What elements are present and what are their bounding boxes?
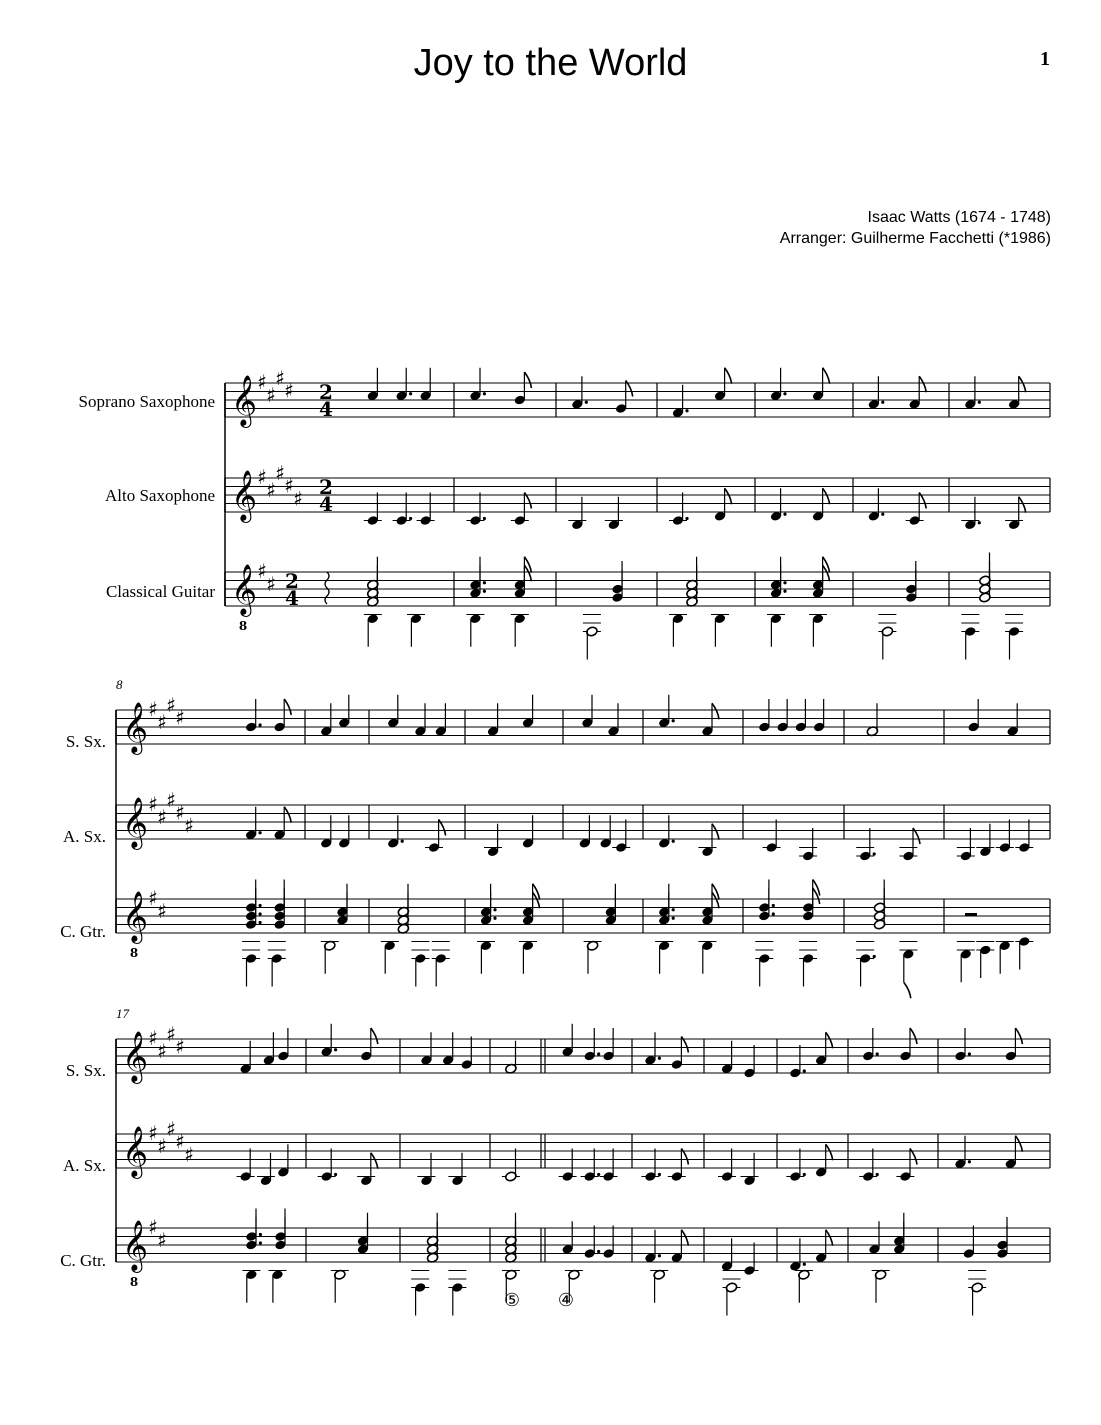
dot xyxy=(672,840,675,843)
dot xyxy=(783,513,786,516)
dot xyxy=(978,401,981,404)
octave-clef-marking: 8 xyxy=(129,1275,139,1289)
dot xyxy=(783,590,786,593)
note-flag xyxy=(904,982,911,998)
dot xyxy=(658,1173,661,1176)
instrument-label-alto: Alto Saxophone xyxy=(104,486,215,505)
sharp-icon: ♯ xyxy=(284,473,294,498)
sharp-icon: ♯ xyxy=(166,692,176,717)
note-flag xyxy=(826,1230,833,1246)
time-signature-denominator: 4 xyxy=(285,586,299,610)
dot xyxy=(803,1173,806,1176)
dot xyxy=(259,1241,262,1244)
treble-clef-icon: 𝄞 xyxy=(121,1126,149,1177)
measure-number: 8 xyxy=(116,677,123,692)
dot xyxy=(493,908,496,911)
dot xyxy=(597,1250,600,1253)
instrument-short-guitar: C. Gtr. xyxy=(60,1251,106,1270)
instrument-short-alto: A. Sx. xyxy=(63,827,106,846)
dot xyxy=(483,392,486,395)
dot xyxy=(968,1052,971,1055)
sharp-icon: ♯ xyxy=(257,370,267,394)
sharp-icon: ♯ xyxy=(184,1142,194,1167)
note-flag xyxy=(823,368,830,384)
sharp-icon: ♯ xyxy=(148,886,158,910)
sharp-icon: ♯ xyxy=(157,898,167,923)
sharp-icon: ♯ xyxy=(148,792,158,816)
note-flag xyxy=(919,376,926,392)
treble-clef-icon: 𝄞 xyxy=(121,891,149,942)
dot xyxy=(672,917,675,920)
dot xyxy=(585,401,588,404)
note-flag xyxy=(823,488,830,504)
instrument-short-soprano: S. Sx. xyxy=(65,1061,106,1080)
time-signature-denominator: 4 xyxy=(319,492,333,516)
dot xyxy=(881,513,884,516)
dot xyxy=(672,908,675,911)
page-number: 1 xyxy=(1040,48,1050,70)
instrument-label-guitar: Classical Guitar xyxy=(105,582,215,601)
dot xyxy=(783,392,786,395)
note-flag xyxy=(910,1028,917,1044)
sharp-icon: ♯ xyxy=(266,382,276,407)
dot xyxy=(772,912,775,915)
treble-clef-icon: 𝄞 xyxy=(230,375,258,426)
dot xyxy=(259,912,262,915)
note-flag xyxy=(1019,497,1026,513)
dot xyxy=(409,392,412,395)
sharp-icon: ♯ xyxy=(266,477,276,502)
dot xyxy=(259,831,262,834)
note-flag xyxy=(681,1230,688,1246)
dot xyxy=(259,921,262,924)
note-flag xyxy=(712,703,719,719)
half-rest-icon xyxy=(965,913,977,916)
dot xyxy=(259,723,262,726)
note-flag xyxy=(725,368,732,384)
dot xyxy=(658,1057,661,1060)
sharp-icon: ♯ xyxy=(175,1129,185,1154)
note-flag xyxy=(1015,1028,1022,1044)
treble-clef-icon: 𝄞 xyxy=(121,797,149,848)
dot xyxy=(685,409,688,412)
note-flag xyxy=(826,1032,833,1048)
composer-credit: Isaac Watts (1674 - 1748) xyxy=(867,209,1051,226)
dot xyxy=(873,852,876,855)
dot xyxy=(803,1263,806,1266)
dot xyxy=(597,1173,600,1176)
treble-clef-icon: 𝄞 xyxy=(121,702,149,753)
dot xyxy=(597,1052,600,1055)
treble-clef-icon: 𝄞 xyxy=(121,1031,149,1082)
note-flag xyxy=(725,488,732,504)
note-flag xyxy=(284,699,291,715)
instrument-short-soprano: S. Sx. xyxy=(65,732,106,751)
note-flag xyxy=(524,372,531,388)
dot xyxy=(334,1173,337,1176)
sharp-icon: ♯ xyxy=(148,1121,158,1145)
sharp-icon: ♯ xyxy=(166,1021,176,1046)
dot xyxy=(483,581,486,584)
sharp-icon: ♯ xyxy=(275,365,285,390)
arpeggio-icon xyxy=(325,572,329,604)
dot xyxy=(772,904,775,907)
time-signature-numerator: 2 xyxy=(319,475,333,499)
sharp-icon: ♯ xyxy=(275,460,285,485)
dot xyxy=(881,401,884,404)
sharp-icon: ♯ xyxy=(157,1227,167,1252)
instrument-label-soprano: Soprano Saxophone xyxy=(78,392,215,411)
treble-clef-icon: 𝄞 xyxy=(230,470,258,521)
sharp-icon: ♯ xyxy=(175,800,185,825)
dot xyxy=(483,517,486,520)
instrument-short-alto: A. Sx. xyxy=(63,1156,106,1175)
note-flag xyxy=(371,1153,378,1169)
dot xyxy=(483,590,486,593)
sharp-icon: ♯ xyxy=(175,705,185,730)
sharp-icon: ♯ xyxy=(184,813,194,838)
measure-number: 17 xyxy=(116,1006,129,1021)
dot xyxy=(409,517,412,520)
sharp-icon: ♯ xyxy=(157,709,167,734)
time-signature-numerator: 2 xyxy=(319,380,333,404)
time-signature-denominator: 4 xyxy=(319,397,333,421)
treble-clef-icon: 𝄞 xyxy=(230,564,258,615)
note-flag xyxy=(371,1028,378,1044)
sharp-icon: ♯ xyxy=(148,697,158,721)
dot xyxy=(259,904,262,907)
score-title: Joy to the World xyxy=(413,42,688,84)
dot xyxy=(803,1069,806,1072)
sharp-icon: ♯ xyxy=(266,571,276,596)
string-marking-fifth: ⑤ xyxy=(503,1290,521,1311)
dot xyxy=(334,1048,337,1051)
note-flag xyxy=(712,824,719,840)
dot xyxy=(658,1254,661,1257)
arranger-credit: Arranger: Guilherme Facchetti (*1986) xyxy=(779,230,1051,247)
note-flag xyxy=(826,1144,833,1160)
sharp-icon: ♯ xyxy=(157,1038,167,1063)
string-marking-fourth: ④ xyxy=(557,1290,575,1311)
sharp-icon: ♯ xyxy=(175,1034,185,1059)
dot xyxy=(493,917,496,920)
sharp-icon: ♯ xyxy=(157,1133,167,1158)
dot xyxy=(259,1233,262,1236)
sharp-icon: ♯ xyxy=(293,486,303,511)
dot xyxy=(672,719,675,722)
instrument-short-guitar: C. Gtr. xyxy=(60,922,106,941)
sharp-icon: ♯ xyxy=(148,1026,158,1050)
dot xyxy=(968,1160,971,1163)
dot xyxy=(978,521,981,524)
note-flag xyxy=(284,807,291,823)
time-signature-numerator: 2 xyxy=(285,569,299,593)
dot xyxy=(401,840,404,843)
sharp-icon: ♯ xyxy=(284,378,294,403)
dot xyxy=(873,955,876,958)
octave-clef-marking: 8 xyxy=(238,619,248,633)
note-flag xyxy=(1019,376,1026,392)
dot xyxy=(783,581,786,584)
dot xyxy=(876,1173,879,1176)
dot xyxy=(876,1052,879,1055)
sharp-icon: ♯ xyxy=(148,1215,158,1239)
treble-clef-icon: 𝄞 xyxy=(121,1220,149,1271)
sharp-icon: ♯ xyxy=(157,804,167,829)
sharp-icon: ♯ xyxy=(166,787,176,812)
octave-clef-marking: 8 xyxy=(129,946,139,960)
sharp-icon: ♯ xyxy=(257,465,267,489)
dot xyxy=(685,517,688,520)
note-flag xyxy=(1015,1136,1022,1152)
sharp-icon: ♯ xyxy=(166,1116,176,1141)
sharp-icon: ♯ xyxy=(257,559,267,583)
